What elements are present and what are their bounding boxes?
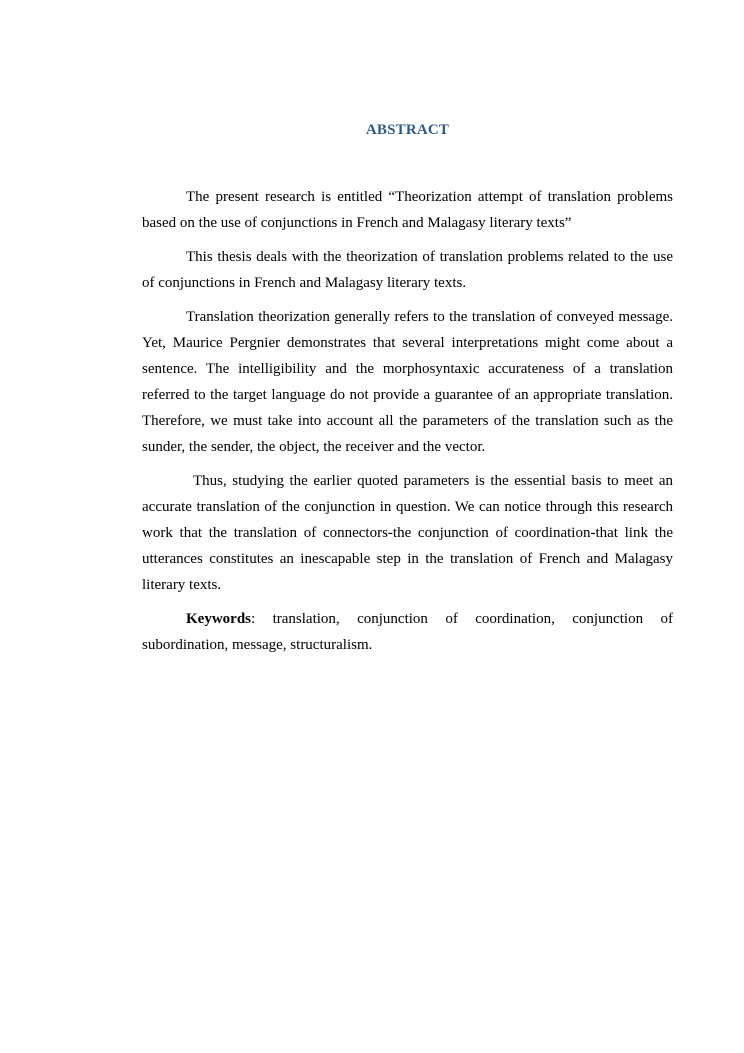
keywords-list: translation, conjunction of coordination, conjunction of subordination, message, structuralism. <box>142 611 673 653</box>
abstract-paragraph-1: The present research is entitled “Theorization attempt of translation problems based on the use of conjunctions in French and Malagasy literary texts” <box>142 189 673 231</box>
abstract-heading: ABSTRACT <box>365 122 450 138</box>
abstract-paragraph-3: Translation theorization generally refers to the translation of conveyed message. Yet, Maurice Pergnier demonstrates that several interpretations might come about a sentence. The intelligibility and the morphosyntaxic accurateness of a translation referred to the target language do not provide a guarantee of an appropriate translation. Therefore, we must take into account all the parameters of the translation such as the sunder, the sender, the object, the receiver and the vector. <box>142 309 673 455</box>
abstract-body <box>142 184 673 666</box>
abstract-paragraph-2: This thesis deals with the theorization of translation problems related to the use of conjunctions in French and Malagasy literary texts. <box>142 249 673 291</box>
abstract-paragraph-4: Thus, studying the earlier quoted parameters is the essential basis to meet an accurate translation of the conjunction in question. We can notice through this research work that the translation of connectors-the conjunction of coordination-that link the utterances constitutes an inescapable step in the translation of French and Malagasy literary texts. <box>142 473 673 593</box>
keywords-label: Keywords <box>186 611 251 627</box>
keywords-separator: : <box>251 611 256 627</box>
keywords-paragraph <box>142 606 673 658</box>
